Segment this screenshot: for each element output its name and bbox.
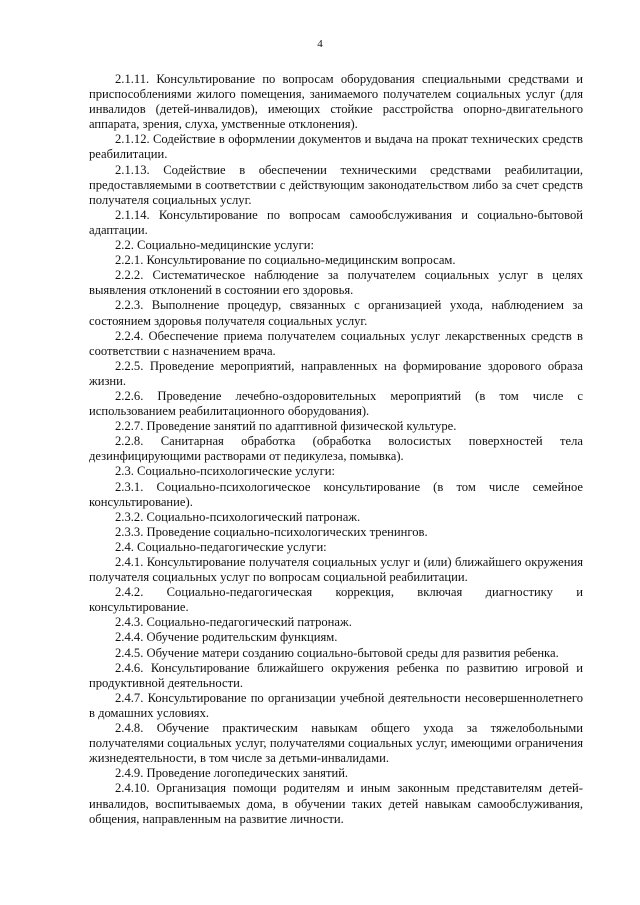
- paragraph-2-4-6: 2.4.6. Консультирование ближайшего окружения ребенка по развитию игровой и продуктивной деятельности.: [89, 660, 583, 690]
- section-heading-2-3: 2.3. Социально-психологические услуги:: [115, 464, 335, 479]
- paragraph-2-4-5: 2.4.5. Обучение матери созданию социально-бытовой среды для развития ребенка.: [115, 645, 559, 660]
- paragraph-2-4-10: 2.4.10. Организация помощи родителям и иным законным представителям детей-инвалидов, воспитываемых дома, в обучении таких детей навыкам самообслуживания, общения, направленным на развитие личности.: [89, 781, 583, 826]
- paragraph-2-3-3: 2.3.3. Проведение социально-психологических тренингов.: [115, 524, 428, 539]
- paragraph-2-4-3: 2.4.3. Социально-педагогический патронаж.: [115, 615, 352, 630]
- paragraph-2-4-4: 2.4.4. Обучение родительским функциям.: [115, 630, 338, 645]
- paragraph-2-3-1: 2.3.1. Социально-психологическое консультирование (в том числе семейное консультирование).: [89, 479, 583, 509]
- section-heading-2-2: 2.2. Социально-медицинские услуги:: [115, 238, 314, 253]
- paragraph-2-1-11: 2.1.11. Консультирование по вопросам оборудования специальными средствами и приспособлениями жилого помещения, занимаемого получателем социальных услуг (для инвалидов (детей-инвалидов), имеющих стойкие расстройства опорно-двигательного аппарата, зрения, слуха, умственные отклонения).: [89, 72, 583, 132]
- paragraph-2-3-2: 2.3.2. Социально-психологический патронаж.: [115, 509, 361, 524]
- paragraph-2-2-3: 2.2.3. Выполнение процедур, связанных с организацией ухода, наблюдением за состоянием здоровья получателя социальных услуг.: [89, 298, 583, 328]
- section-heading-2-4: 2.4. Социально-педагогические услуги:: [115, 539, 327, 554]
- paragraph-2-2-5: 2.2.5. Проведение мероприятий, направленных на формирование здорового образа жизни.: [89, 358, 583, 388]
- paragraph-2-2-8: 2.2.8. Санитарная обработка (обработка волосистых поверхностей тела дезинфицирующими растворами от педикулеза, помывка).: [89, 434, 583, 464]
- paragraph-2-4-2: 2.4.2. Социально-педагогическая коррекция, включая диагностику и консультирование.: [89, 585, 583, 615]
- paragraph-2-1-12: 2.1.12. Содействие в оформлении документов и выдача на прокат технических средств реабилитации.: [89, 132, 583, 162]
- paragraph-2-2-7: 2.2.7. Проведение занятий по адаптивной физической культуре.: [115, 419, 457, 434]
- paragraph-2-2-1: 2.2.1. Консультирование по социально-медицинским вопросам.: [115, 253, 456, 268]
- document-body: [89, 72, 583, 827]
- paragraph-2-1-14: 2.1.14. Консультирование по вопросам самообслуживания и социально-бытовой адаптации.: [89, 207, 583, 237]
- paragraph-2-4-9: 2.4.9. Проведение логопедических занятий.: [115, 766, 349, 781]
- paragraph-2-4-7: 2.4.7. Консультирование по организации учебной деятельности несовершеннолетнего в домашних условиях.: [89, 690, 583, 720]
- paragraph-2-2-6: 2.2.6. Проведение лечебно-оздоровительных мероприятий (в том числе с использованием реабилитационного оборудования).: [89, 388, 583, 419]
- paragraph-2-4-8: 2.4.8. Обучение практическим навыкам общего ухода за тяжелобольными получателями социальных услуг, получателями социальных услуг, имеющими ограничения жизнедеятельности, в том числе за детьми-инвалидами.: [89, 721, 583, 766]
- paragraph-2-2-4: 2.2.4. Обеспечение приема получателем социальных услуг лекарственных средств в соответствии с назначением врача.: [89, 328, 583, 358]
- paragraph-2-2-2: 2.2.2. Систематическое наблюдение за получателем социальных услуг в целях выявления отклонений в состоянии его здоровья.: [89, 268, 583, 298]
- paragraph-2-1-13: 2.1.13. Содействие в обеспечении техническими средствами реабилитации, предоставляемыми в соответствии с действующим законодательством либо за счет средств получателя социальных услуг.: [89, 162, 583, 207]
- paragraph-2-4-1: 2.4.1. Консультирование получателя социальных услуг и (или) ближайшего окружения получателя социальных услуг по вопросам социальной реабилитации.: [89, 555, 583, 585]
- page-number: 4: [317, 38, 323, 50]
